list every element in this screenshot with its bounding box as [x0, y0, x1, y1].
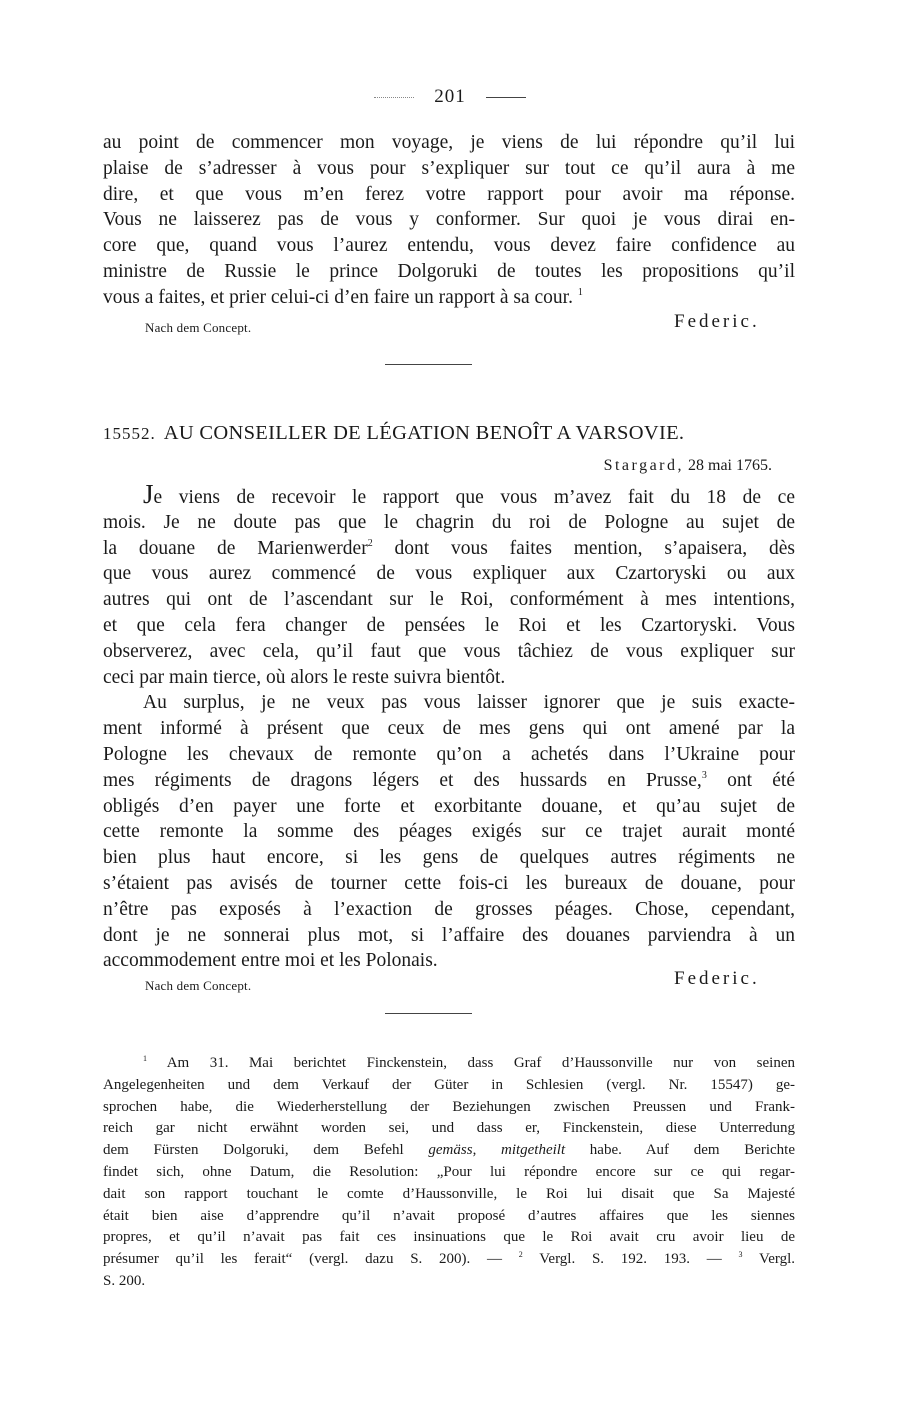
text-line: et que cela fera changer de pensées le Roi et les Czartoryski. Vous [103, 614, 795, 636]
text-line: au point de commencer mon voyage, je viens de lui répondre qu’il lui [103, 132, 795, 153]
signature: Federic. [674, 311, 760, 332]
text-line: cette remonte la somme des péages exigés sur ce trajet aurait monté [103, 821, 795, 843]
footnote-line: S. 200. [103, 1272, 146, 1289]
text-line: mes régiments de dragons légers et des hussards en Prusse,$^3$ ont été [103, 769, 795, 791]
text-line: mois. Je ne doute pas que le chagrin du roi de Pologne au sujet de [103, 511, 795, 533]
continuation-text [103, 130, 795, 311]
place: Stargard, [603, 457, 684, 474]
footnote-marker: 1 [143, 1054, 147, 1063]
text-line: ceci par main tierce, où alors le reste suivra bientôt. [103, 666, 506, 688]
footnotes [103, 1053, 795, 1293]
footnote-marker: 2 [518, 1250, 523, 1260]
footnote-line: dait son rapport touchant le comte d’Haussonville, le Roi lui disait que Sa Majesté [103, 1185, 795, 1202]
footnote-line: Angelegenheiten und dem Verkauf der Güter in Schlesien (vergl. Nr. 15547) ge- [103, 1076, 795, 1093]
footnote-ref[interactable]: 2 [367, 537, 373, 549]
footnote-line: était bien aise d’apprendre qu’il n’avait proposé d’autres affaires que les siennes [103, 1207, 795, 1224]
footnote-marker: 3 [738, 1250, 743, 1260]
dropcap: J [143, 479, 154, 509]
page-number: 201 [434, 86, 466, 107]
signature: Federic. [674, 968, 760, 989]
section-separator [385, 364, 472, 365]
footnote-line: findet sich, ohne Datum, die Resolution: „Pour lui répondre encore sur ce qui regar- [103, 1163, 795, 1180]
text-line: Vous ne laisserez pas de vous y conformer. Sur quoi je vous dirai en- [103, 209, 795, 231]
text-line: la douane de Marienwerder$^2$ dont vous faites mention, s’apaisera, dès [103, 537, 795, 559]
text-line: vous a faites, et prier celui-ci d’en faire un rapport à sa cour. $^1$ [103, 286, 583, 308]
header-rule-left [374, 97, 414, 98]
footnote-line: reich gar nicht erwähnt worden sei, und dass er, Finckenstein, diese Unterredung [103, 1120, 795, 1137]
text-line: Au surplus, je ne veux pas vous laisser ignorer que je suis exacte- [143, 692, 795, 714]
text-line: plaise de s’adresser à vous pour s’expliquer sur tout ce qu’il aura à me [103, 157, 795, 179]
text-line: dire, et que vous m’en ferez votre rapport pour avoir ma réponse. [103, 183, 795, 205]
letter-heading [103, 422, 798, 445]
date: 28 mai 1765. [688, 457, 772, 474]
footnote-line: dem Fürsten Dolgoruki, dem Befehl gemäss, mitgetheilt habe. Auf dem Berichte [103, 1142, 796, 1159]
text-line: n’être pas exposés à l’exaction de grosses péages. Chose, cependant, [103, 898, 795, 920]
text-line: Je viens de recevoir le rapport que vous m’avez fait du 18 de ce [143, 479, 795, 509]
footnote-line: $^1$ Am 31. Mai berichtet Finckenstein, dass Graf d’Haussonville nur von seinen [143, 1054, 795, 1071]
text-line: ment informé à présent que ceux de mes gens qui ont amené par la [103, 718, 795, 740]
text-line: ministre de Russie le prince Dolgoruki de toutes les propositions qu’il [103, 260, 795, 282]
dateline [604, 457, 772, 475]
text-line: dont je ne sonnerai plus mot, si l’affaire des douanes parviendra à un [103, 924, 795, 946]
text-line: accommodement entre moi et les Polonais. [103, 950, 438, 972]
letter-number: 15552. [103, 424, 156, 443]
text-line: obligés d’en payer une forte et exorbitante douane, et qu’au sujet de [103, 795, 795, 817]
header-rule-right [486, 97, 526, 98]
text-line: s’étaient pas avisés de tourner cette fois-ci les bureaux de douane, pour [103, 872, 795, 894]
footnote-ref[interactable]: 1 [577, 286, 583, 298]
text-line: observerez, avec cela, qu’il faut que vous tâchiez de vous expliquer sur [103, 640, 795, 662]
footnote-line: sprochen habe, die Wiederherstellung der Beziehungen zwischen Preussen und Frank- [103, 1098, 795, 1115]
source-note: Nach dem Concept. [145, 320, 252, 335]
footnote-ref[interactable]: 3 [701, 769, 707, 781]
text-line: que vous aurez commencé de vous expliquer aux Czartoryski ou aux [103, 563, 795, 585]
letter-title: AU CONSEILLER DE LÉGATION BENOÎT A VARSOVIE. [163, 422, 685, 444]
text-line: autres qui ont de l’ascendant sur le Roi, conformément à mes intentions, [103, 589, 795, 611]
letter-body [103, 479, 795, 974]
page-header [0, 86, 900, 108]
text-line: Pologne les chevaux de remonte qu’on a achetés dans l’Ukraine pour [103, 743, 795, 765]
source-note: Nach dem Concept. [145, 978, 252, 993]
text-line: bien plus haut encore, si les gens de quelques autres régiments ne [103, 847, 795, 869]
footnote-line: présumer qu’il les ferait“ (vergl. dazu S. 200). — $^2$ Vergl. S. 192. 193. — $^3$ Vergl. [103, 1250, 795, 1268]
footnote-separator [385, 1013, 472, 1014]
text-line: core que, quand vous l’aurez entendu, vous devez faire confidence au [103, 235, 795, 257]
footnote-line: propres, et qu’il n’avait pas fait ces insinuations que le Roi avait cru avoir lieu de [103, 1229, 795, 1246]
